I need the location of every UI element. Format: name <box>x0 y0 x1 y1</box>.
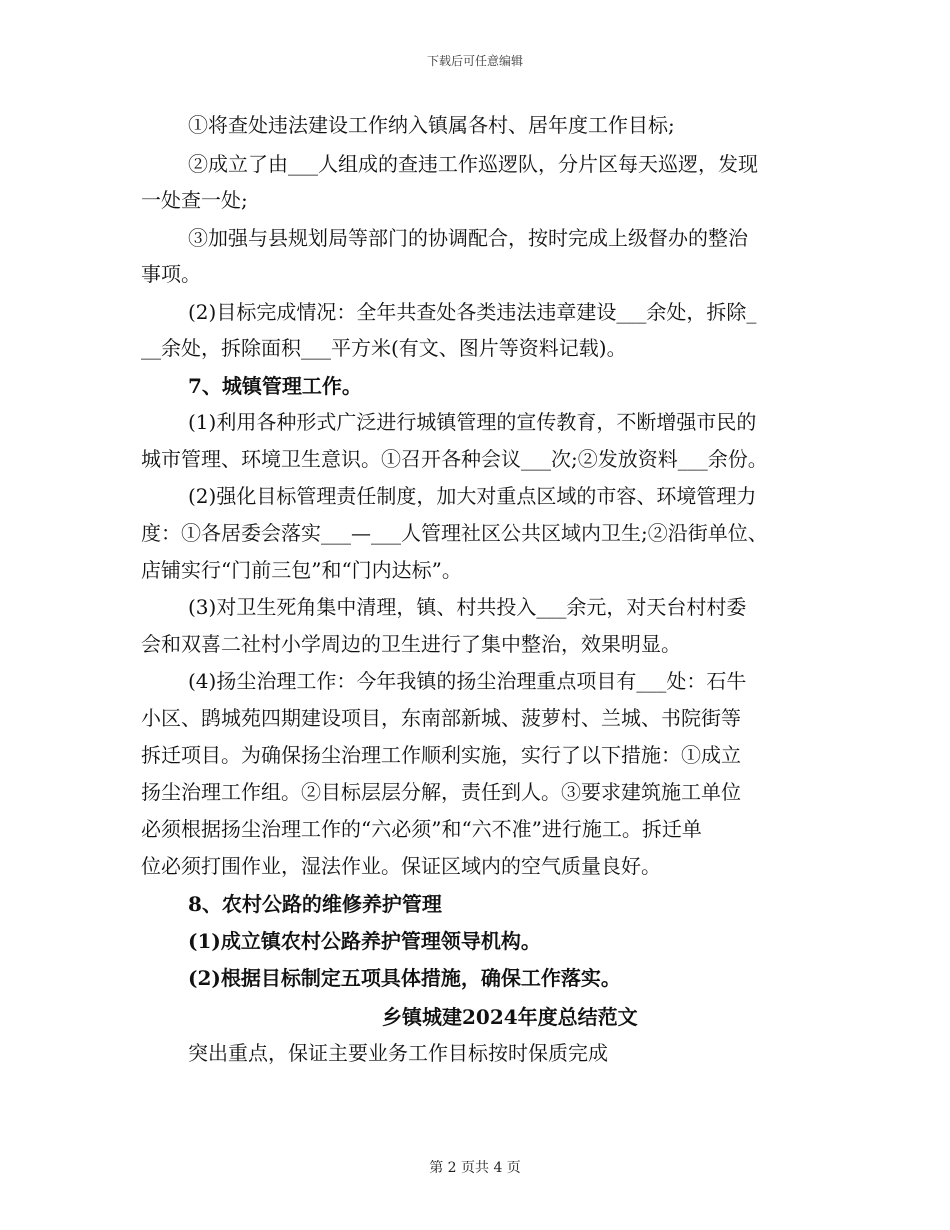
text-line: 店铺实行“门前三包”和“门内达标”。 <box>141 558 462 582</box>
document-title: 乡镇城建2024年度总结范文 <box>382 1005 638 1029</box>
page-footer: 第 2 页共 4 页 <box>429 1160 521 1176</box>
text-line: 事项。 <box>141 262 201 286</box>
text-line: (4)扬尘治理工作：今年我镇的扬尘治理重点项目有___处：石牛 <box>188 669 747 693</box>
text-line: (2)强化目标管理责任制度，加大对重点区域的市容、环境管理力 <box>188 484 757 508</box>
text-line: ③加强与县规划局等部门的协调配合，按时完成上级督办的整治 <box>188 226 748 250</box>
text-line: __余处，拆除面积___平方米(有文、图片等资料记载)。 <box>141 336 627 360</box>
text-line: 小区、鹍城苑四期建设项目，东南部新城、菠萝村、兰城、书院街等 <box>141 706 741 730</box>
page-header: 下载后可任意编辑 <box>426 54 523 68</box>
text-line: 一处查一处; <box>141 188 248 212</box>
text-line: (1)利用各种形式广泛进行城镇管理的宣传教育，不断增强市民的 <box>188 410 757 434</box>
text-line: (3)对卫生死角集中清理，镇、村共投入___余元，对天台村村委 <box>188 595 747 619</box>
text-line: 会和双喜二社村小学周边的卫生进行了集中整治，效果明显。 <box>141 632 681 656</box>
text-line: 突出重点，保证主要业务工作目标按时保质完成 <box>188 1041 608 1065</box>
text-line: 位必须打围作业，湿法作业。保证区域内的空气质量良好。 <box>141 854 661 878</box>
text-line: (2)目标完成情况：全年共查处各类违法违章建设___余处，拆除_ <box>188 300 757 324</box>
text-line: 拆迁项目。为确保扬尘治理工作顺利实施，实行了以下措施：①成立 <box>141 743 741 767</box>
section-heading: 8、农村公路的维修养护管理 <box>188 892 442 916</box>
text-line: 扬尘治理工作组。②目标层层分解，责任到人。③要求建筑施工单位 <box>141 780 741 804</box>
text-line: 必须根据扬尘治理工作的“六必须”和“六不准”进行施工。拆迁单 <box>141 817 702 841</box>
section-heading: 7、城镇管理工作。 <box>188 374 362 398</box>
text-line: 度：①各居委会落实___—___人管理社区公共区域内卫生;②沿街单位、 <box>141 521 768 545</box>
text-line: (1)成立镇农村公路养护管理领导机构。 <box>188 929 541 953</box>
text-line: 城市管理、环境卫生意识。①召开各种会议___次;②发放资料___余份。 <box>141 447 768 471</box>
text-line: ①将查处违法建设工作纳入镇属各村、居年度工作目标; <box>188 113 675 137</box>
text-line: (2)根据目标制定五项具体措施，确保工作落实。 <box>188 966 621 990</box>
text-line: ②成立了由___人组成的查违工作巡逻队，分片区每天巡逻，发现 <box>188 152 758 176</box>
